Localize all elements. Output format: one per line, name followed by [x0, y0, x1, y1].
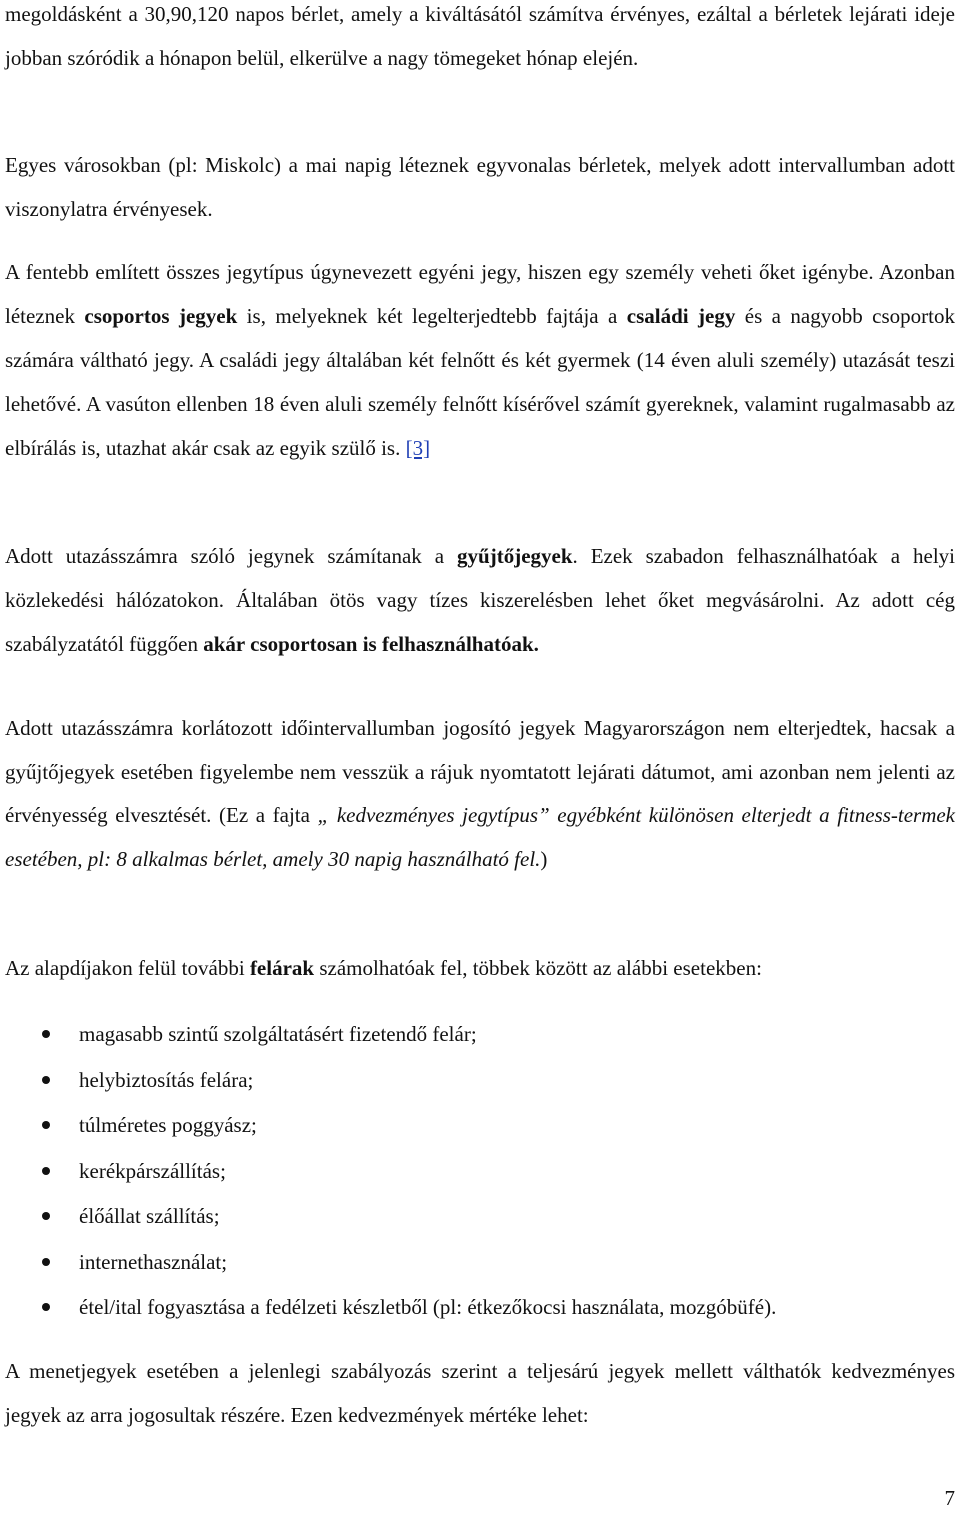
paragraph-text: A fentebb említett összes jegytípus úgynevezett egyéni jegy, hiszen egy személy veheti őket igénybe. Azonban léteznek: [5, 260, 955, 328]
list-item-text: magasabb szintű szolgáltatásért fizetendő felár;: [79, 1022, 477, 1046]
bullet-icon: [42, 1121, 50, 1129]
paragraph-text: Az alapdíjakon felül további: [5, 956, 250, 980]
paragraph-text: Egyes városokban (pl: Miskolc) a mai napig léteznek egyvonalas bérletek, melyek adott intervallumban adott viszonylatra érvényesek.: [5, 153, 955, 221]
list-item: [5, 1103, 955, 1149]
bullet-icon: [42, 1303, 50, 1311]
paragraph-text: . Ezek szabadon felhasználhatóak a helyi közlekedési hálózatokon. Általában ötös vagy tízes kiszerelésben lehet őket megvásárolni. Az adott cég szabályzatától függően: [5, 544, 955, 656]
paragraph-text: A menetjegyek esetében a jelenlegi szabályozás szerint a teljesárú jegyek mellett válthatók kedvezményes jegyek az arra jogosultak részére. Ezen kedvezmények mértéke lehet:: [5, 1359, 955, 1427]
surcharge-list: [5, 1012, 955, 1331]
paragraph-text: megoldásként a 30,90,120 napos bérlet, amely a kiváltásától számítva érvényes, ezáltal a bérletek lejárati ideje jobban szóródik a hónapon belül, elkerülve a nagy tömegeket hónap elején.: [5, 2, 955, 70]
bold-term-group-usage: akár csoportosan is felhasználhatóak.: [203, 632, 539, 656]
bold-term-group-tickets: csoportos jegyek: [84, 304, 238, 328]
list-item-text: internethasználat;: [79, 1249, 228, 1274]
paragraph-surcharges: [5, 946, 955, 990]
list-item-text: helybiztosítás felára;: [79, 1067, 254, 1092]
paragraph-time-limited-tickets: [5, 707, 955, 881]
paragraph-text: számolhatóak fel, többek között az alábbi esetekben:: [314, 956, 762, 980]
bullet-icon: [42, 1030, 50, 1038]
paragraph-ticket-validity: [5, 0, 955, 80]
paragraph-text: Adott utazásszámra korlátozott időintervallumban jogosító jegyek Magyarországon nem elterjedtek, hacsak a gyűjtőjegyek esetében figyelembe nem vesszük a rájuk nyomtatott lejárati dátumot, ami azonban nem jelenti az érvényesség elvesztését. (Ez a fajta: [5, 716, 955, 827]
bold-term-family-ticket: családi jegy: [626, 304, 736, 328]
bullet-icon: [42, 1258, 50, 1266]
list-item: [5, 1149, 955, 1195]
bullet-icon: [42, 1076, 50, 1084]
bullet-icon: [42, 1167, 50, 1175]
paragraph-collective-tickets: [5, 534, 955, 666]
list-item: [5, 1240, 955, 1286]
paragraph-group-tickets: [5, 250, 955, 470]
paragraph-single-line-passes: [5, 143, 955, 231]
bullet-icon: [42, 1212, 50, 1220]
paragraph-text: ): [540, 846, 548, 871]
list-item-text: élőállat szállítás;: [79, 1204, 220, 1228]
page-number: 7: [944, 1486, 955, 1510]
italic-example: „ kedvezményes jegytípus” egyébként különösen elterjedt a fitness-termek esetében, pl: 8 alkalmas bérlet, amely 30 napig használható fel.: [5, 803, 955, 871]
paragraph-discounts: [5, 1349, 955, 1437]
list-item-text: étel/ital fogyasztása a fedélzeti készletből (pl: étkezőkocsi használata, mozgóbüfé).: [79, 1295, 777, 1319]
paragraph-text: és a nagyobb csoportok számára váltható jegy. A családi jegy általában két felnőtt és két gyermek (14 éven aluli személy) utazását teszi lehetővé. A vasúton ellenben 18 éven aluli személy felnőtt kísérővel számít gyereknek, valamint rugalmasabb az elbírálás is, utazhat akár csak az egyik szülő is.: [5, 304, 955, 460]
list-item-text: túlméretes poggyász;: [79, 1113, 257, 1137]
paragraph-text: is, melyeknek két legelterjedtebb fajtája a: [237, 304, 627, 328]
reference-link[interactable]: [3]: [405, 436, 431, 460]
list-item-text: kerékpárszállítás;: [79, 1158, 226, 1183]
list-item: [5, 1194, 955, 1240]
list-item: [5, 1058, 955, 1104]
bold-term-collective-tickets: gyűjtőjegyek: [457, 544, 573, 568]
list-item: [5, 1012, 955, 1058]
list-item: [5, 1285, 955, 1331]
bold-term-surcharges: felárak: [249, 956, 315, 980]
paragraph-text: Adott utazásszámra szóló jegynek számítanak a: [5, 544, 458, 568]
